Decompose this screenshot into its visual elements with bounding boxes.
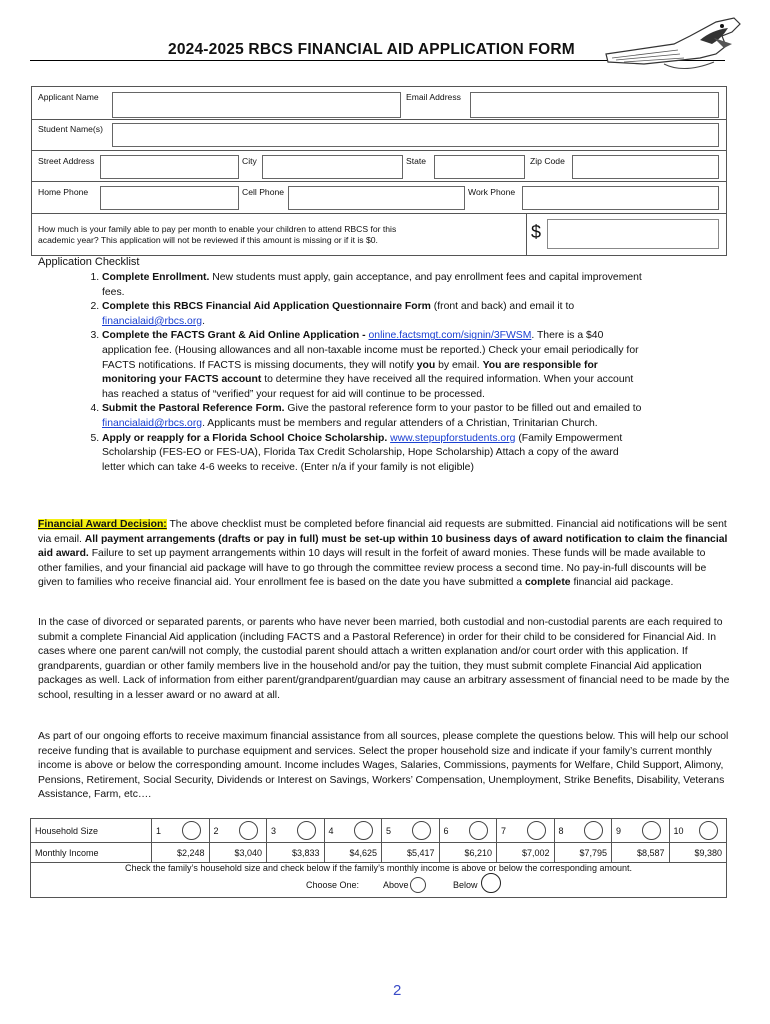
checklist-item-text: (Family Empowerment Scholarship (FES-EO or FES-UA), Florida Tax Credit Scholarship, Hope Scholarship) Attach a copy of the award letter which can take 4-6 weeks to receive. (Enter n/a if your family is not eligible) [102, 432, 623, 473]
size-radio[interactable] [354, 821, 373, 840]
award-decision-paragraph [38, 518, 730, 591]
size-radio[interactable] [527, 821, 546, 840]
applicant-name-label: Applicant Name [38, 92, 99, 102]
checklist-item-text: Give the pastoral reference form to your pastor to be filled out and emailed to [284, 403, 642, 415]
size-value: 7 [501, 825, 507, 836]
checklist-item-text: (front and back) and email it to [430, 301, 575, 313]
page-number: 2 [393, 982, 402, 999]
size-value: 4 [328, 825, 334, 836]
size-cell[interactable] [612, 819, 670, 843]
income-value: $6,210 [439, 843, 497, 863]
checklist-item [102, 300, 642, 329]
household-size-label: Household Size [31, 819, 152, 843]
city-field[interactable] [262, 155, 403, 179]
checklist-item-title: Apply or reapply for a Florida School Choice Scholarship. [102, 432, 388, 444]
form-row-address [32, 151, 726, 182]
income-value: $8,587 [612, 843, 670, 863]
size-value: 6 [443, 825, 449, 836]
income-value: $4,625 [324, 843, 382, 863]
home-phone-label: Home Phone [38, 187, 89, 197]
below-label: Below [453, 880, 478, 890]
financialaid-email-link[interactable]: financialaid@rbcs.org [102, 315, 203, 327]
size-cell[interactable] [152, 819, 210, 843]
checklist-item-title: Complete Enrollment. [102, 272, 210, 283]
checklist-item-text: . [202, 315, 205, 327]
financialaid-email-link[interactable]: financialaid@rbcs.org [102, 417, 203, 429]
monitoring-emphasis: You are responsible for monitoring your FACTS account [102, 359, 598, 386]
street-address-label: Street Address [38, 156, 95, 166]
size-value: 9 [616, 825, 622, 836]
below-radio[interactable] [481, 873, 501, 893]
award-text: Failure to set up payment arrangements within 10 days will result in the forfeit of award monies. These funds will be made available to other families, and your financial aid package will have to go through the committee review process a second time. No pay-in-full discounts will be given to families who receive financial aid. Your enrollment fee is based on the date you have submitted a [38, 548, 707, 588]
income-choice-box [30, 860, 727, 898]
checklist-item-text: . Applicants must be members and regular attenders of a Christian, Trinitarian Church. [202, 417, 598, 429]
size-cell[interactable] [267, 819, 325, 843]
city-label: City [242, 156, 257, 166]
size-cell[interactable] [439, 819, 497, 843]
zip-code-label: Zip Code [530, 156, 565, 166]
award-emphasis: All payment arrangements (drafts or pay in full) must be set-up within 10 business days of award notification to claim the financial aid award. [38, 533, 728, 559]
knight-mascot-logo [604, 14, 744, 76]
zip-code-field[interactable] [572, 155, 719, 179]
award-text: The above checklist must be completed before financial aid requests are submitted. Financial aid notifications will be sent via email. [38, 519, 727, 545]
income-value: $5,417 [382, 843, 440, 863]
student-names-field[interactable] [112, 123, 719, 147]
size-radio[interactable] [699, 821, 718, 840]
emphasis-you: you [416, 359, 436, 371]
checklist-item [102, 329, 642, 402]
checklist-item [102, 271, 642, 300]
size-radio[interactable] [182, 821, 201, 840]
checklist-item-title: Complete this RBCS Financial Aid Application Questionnaire Form [102, 301, 431, 313]
form-row-students [32, 120, 726, 151]
applicant-info-form [31, 86, 727, 256]
form-row-name [32, 87, 726, 120]
size-radio[interactable] [642, 821, 661, 840]
size-value: 2 [213, 825, 219, 836]
award-decision-label: Financial Award Decision: [38, 519, 167, 530]
divorced-parents-paragraph: In the case of divorced or separated parents, or parents who have never been married, both custodial and non-custodial parents are each required to submit a complete Financial Aid application (including FACTS and a Pastoral Reference) in order for their child to be considered for Financial Aid. In cases where one parent can/will not comply, the custodial parent should attach a written explanation and/or court order with this application. If grandparents, guardian or other family members live in the household and/or pay the tuition, they must submit complete Financial Aid application packages as well. Lack of information from either parent/grandparent/guardian may cause an arbitrary assessment of financial need to be made by the school, resulting in a lesser award or no award at all. [38, 617, 730, 701]
size-value: 5 [386, 825, 392, 836]
size-value: 3 [271, 825, 277, 836]
size-cell[interactable] [324, 819, 382, 843]
dollar-sign: $ [531, 222, 542, 242]
size-value: 1 [156, 825, 162, 836]
checklist-item-text: . There is a $40 application fee. (Housing allowances and all non-taxable income must be reported.) Check your email periodically for FACTS notifications. If FACTS is missing documents, they will notify [102, 330, 639, 371]
size-radio[interactable] [469, 821, 488, 840]
cell-phone-field[interactable] [288, 186, 465, 210]
checklist-item-text: New students must apply, gain acceptance, and pay enrollment fees and capital improvement fees. [102, 272, 642, 298]
work-phone-label: Work Phone [468, 187, 516, 197]
income-instruction: Check the family’s household size and check below if the family’s monthly income is above or below the corresponding amount. [125, 863, 632, 873]
email-address-field[interactable] [470, 92, 719, 118]
state-label: State [406, 156, 427, 166]
application-checklist [88, 271, 642, 475]
size-radio[interactable] [412, 821, 431, 840]
checklist-item-text: to determine they have received all the required information. When your account has reached a status of “verified” your request for aid will continue to be processed. [102, 374, 634, 400]
stepup-link[interactable]: www.stepupforstudents.org [390, 432, 516, 444]
cell-phone-label: Cell Phone [242, 187, 285, 197]
income-value: $7,002 [497, 843, 555, 863]
street-address-field[interactable] [100, 155, 239, 179]
income-value: $3,040 [209, 843, 267, 863]
size-radio[interactable] [239, 821, 258, 840]
funding-efforts-paragraph: As part of our ongoing efforts to receive maximum financial assistance from all sources, please complete the questions below. This will help our school receive funding that is available to purchase equipment and services. Select the proper household size and indicate if your family’s current monthly income is above or below the corresponding amount. Income includes Wages, Salaries, Commissions, payments for Welfare, Child Support, Alimony, Pensions, Retirement, Social Security, Dividends or Interest on Savings, Workers’ Compensation, Unemployment, Strike Benefits, Disability, Veterans Assistance, Farm, etc…. [38, 731, 729, 800]
monthly-payment-question: How much is your family able to pay per month to enable your children to attend RBCS for this academic year? This application will not be reviewed if this amount is missing or if it is $0. [38, 224, 397, 245]
size-value: 10 [673, 825, 684, 836]
size-radio[interactable] [584, 821, 603, 840]
checklist-item-title: Submit the Pastoral Reference Form. [102, 403, 285, 415]
income-value: $3,833 [267, 843, 325, 863]
above-radio[interactable] [410, 877, 426, 893]
facts-signin-link[interactable]: online.factsmgt.com/signin/3FWSM [368, 330, 532, 342]
monthly-income-label: Monthly Income [31, 843, 152, 863]
size-value: 8 [558, 825, 564, 836]
checklist-heading: Application Checklist [38, 256, 140, 268]
above-label: Above [383, 880, 409, 890]
home-phone-field[interactable] [100, 186, 239, 210]
checklist-item [102, 432, 642, 476]
award-text: financial aid package. [570, 577, 674, 588]
student-names-label: Student Name(s) [38, 124, 103, 134]
size-cell[interactable] [209, 819, 267, 843]
checklist-item-title: Complete the FACTS Grant & Aid Online Application - [102, 330, 369, 342]
size-cell[interactable] [554, 819, 612, 843]
income-value: $2,248 [152, 843, 210, 863]
household-income-table [30, 818, 727, 863]
checklist-item-text: by email. [435, 359, 483, 371]
size-radio[interactable] [297, 821, 316, 840]
work-phone-field[interactable] [522, 186, 719, 210]
page-title: 2024-2025 RBCS FINANCIAL AID APPLICATION FORM [168, 41, 575, 58]
state-field[interactable] [434, 155, 525, 179]
income-value: $9,380 [669, 843, 727, 863]
size-cell[interactable] [669, 819, 727, 843]
email-address-label: Email Address [406, 92, 461, 102]
size-cell[interactable] [382, 819, 440, 843]
checklist-item [102, 402, 642, 431]
income-value: $7,795 [554, 843, 612, 863]
household-size-row [31, 819, 727, 843]
monthly-payment-field[interactable] [547, 219, 719, 249]
applicant-name-field[interactable] [112, 92, 401, 118]
choose-one-label: Choose One: [306, 880, 360, 890]
form-row-monthly-payment [32, 214, 726, 256]
payment-divider [526, 214, 527, 255]
complete-emphasis: complete [524, 577, 571, 588]
size-cell[interactable] [497, 819, 555, 843]
form-row-phones [32, 182, 726, 214]
